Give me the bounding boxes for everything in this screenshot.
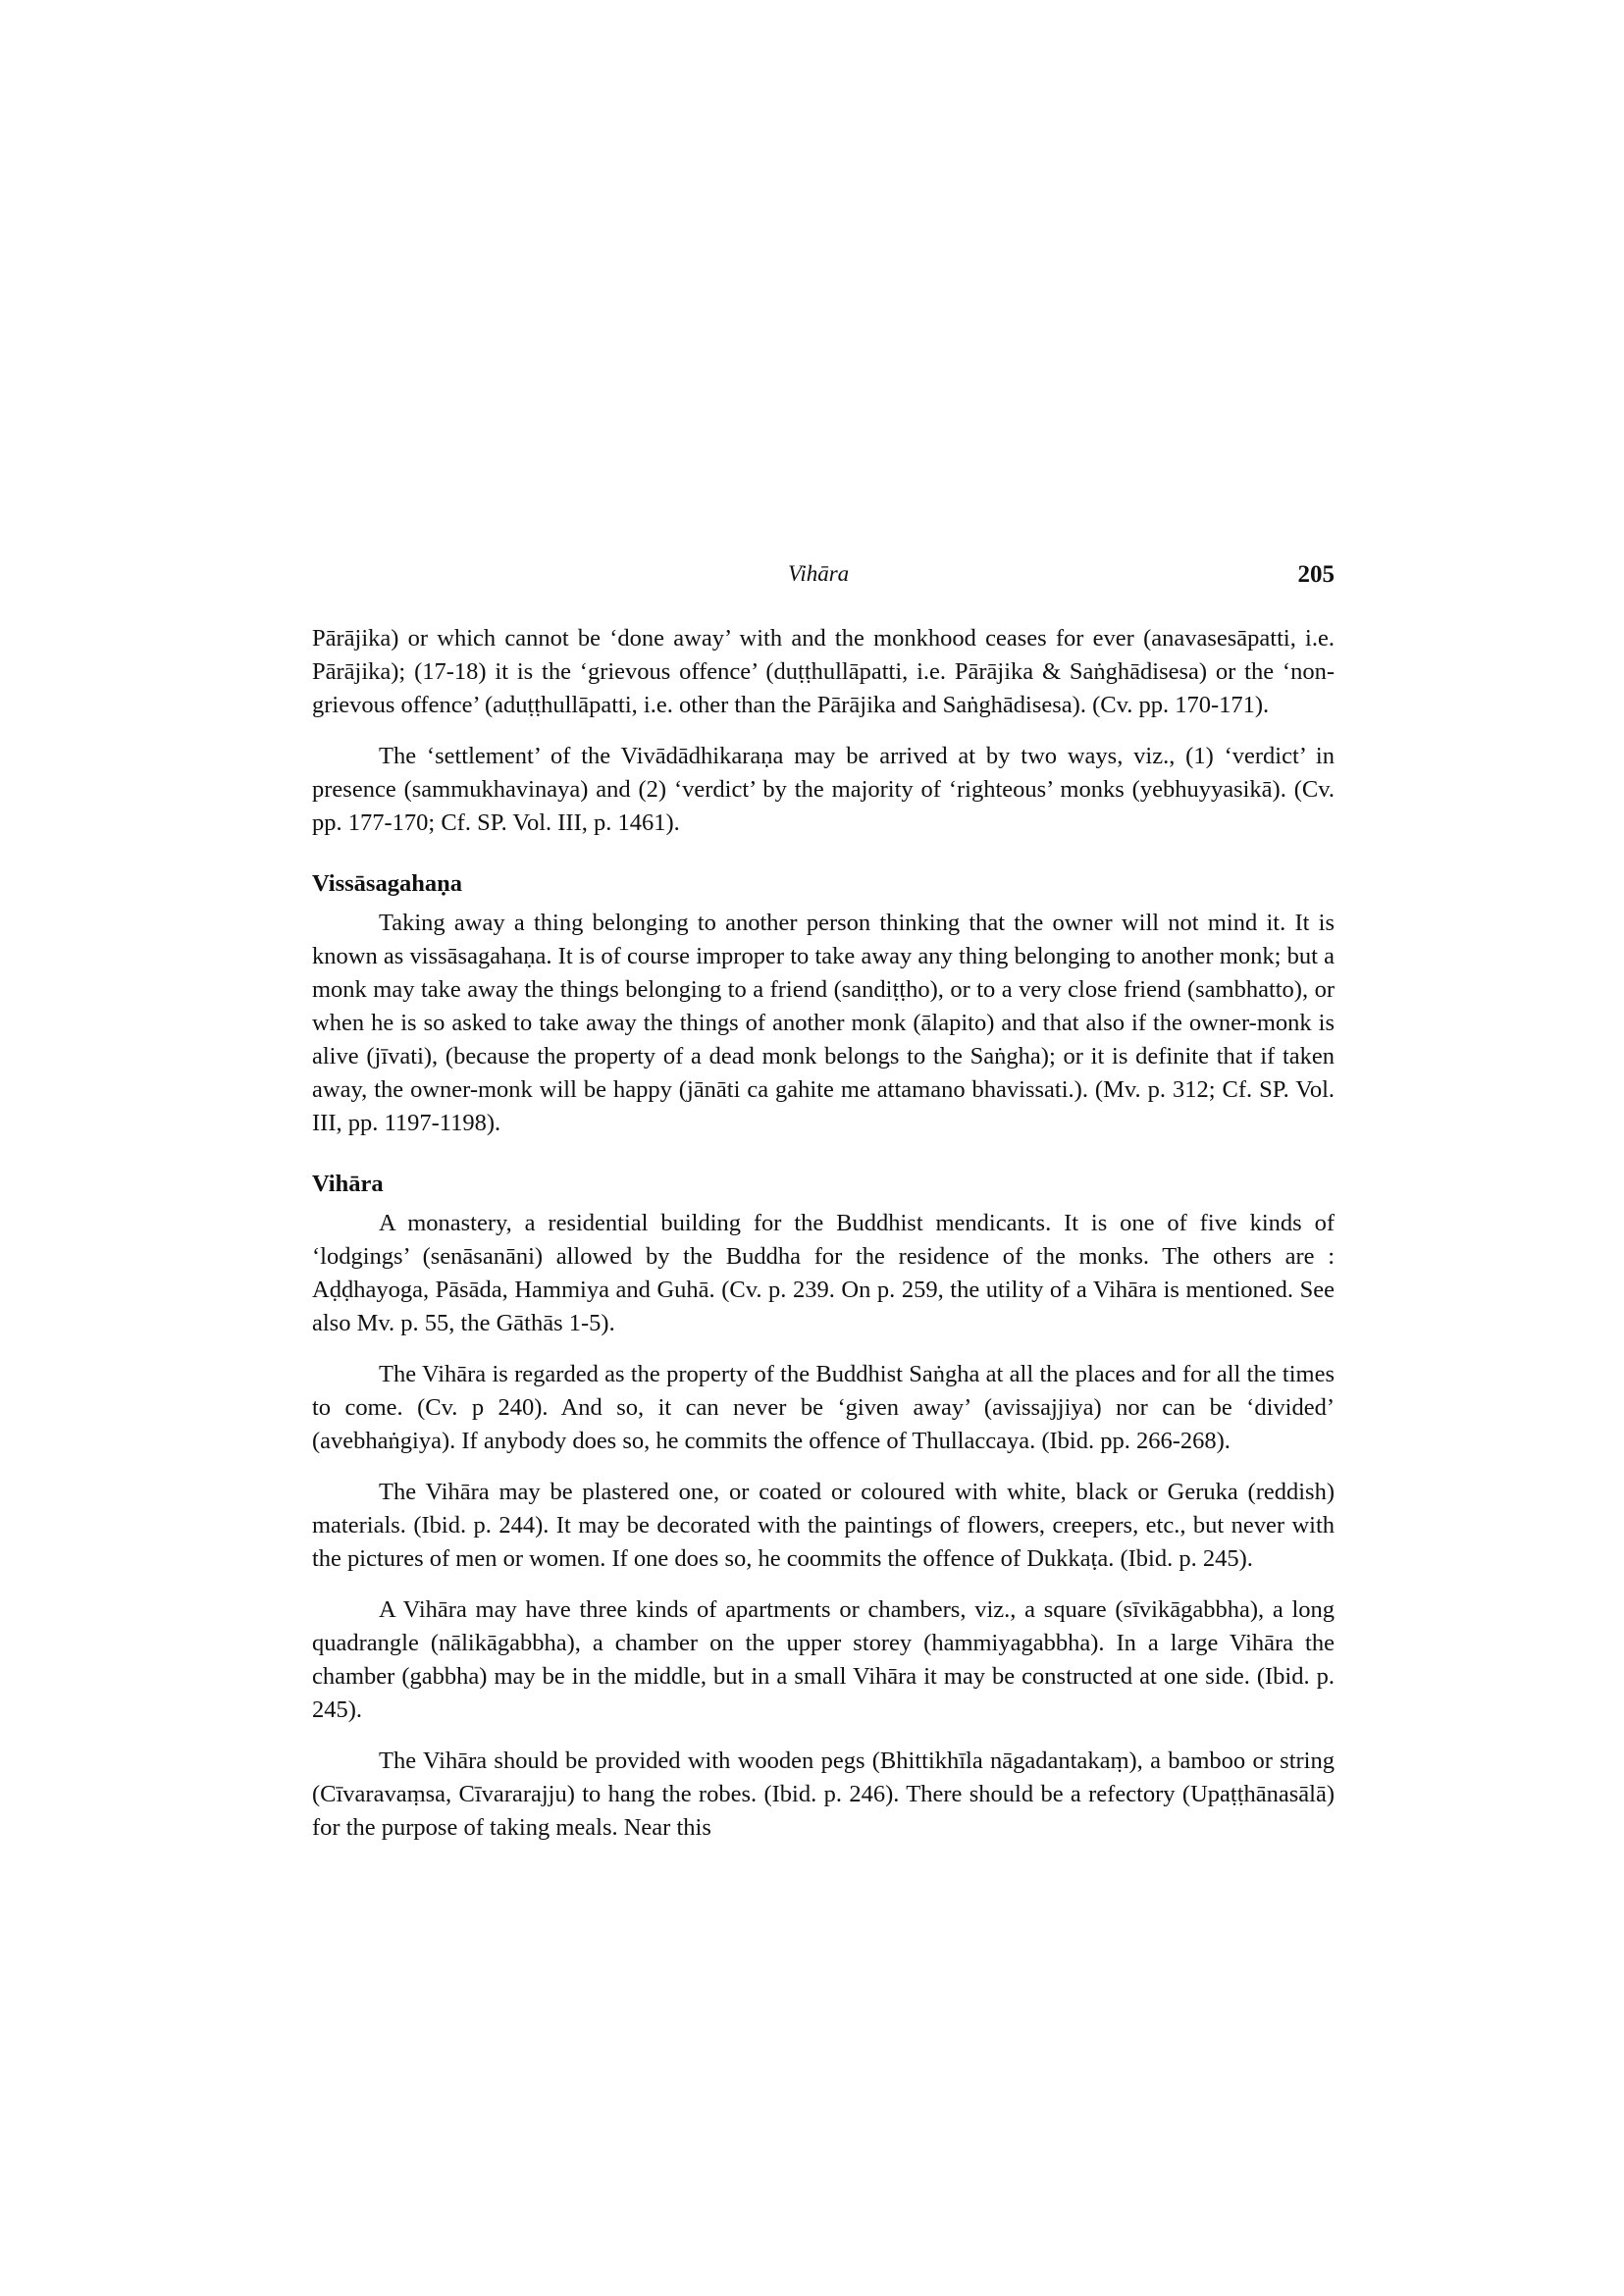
page-number: 205: [1297, 561, 1335, 588]
document-page: [312, 561, 1335, 1862]
paragraph-vihara-property: The Vihāra is regarded as the property of the Buddhist Saṅgha at all the places and for all the times to come. (Cv. p 240). And so, it can never be ‘given away’ (avissajjiya) nor can be ‘divided’ (avebhaṅgiya). If anybody does so, he commits the offence of Thullaccaya. (Ibid. pp. 266-268).: [312, 1361, 1335, 1454]
running-title: Vihāra: [788, 561, 850, 586]
paragraph-settlement: The ‘settlement’ of the Vivādādhikaraṇa may be arrived at by two ways, viz., (1) ‘verdict’ in presence (sammukhavinaya) and (2) ‘verdict’ by the majority of ‘righteous’ monks (yebhuyyasikā). (Cv. pp. 177-170; Cf. SP. Vol. III, p. 1461).: [312, 743, 1335, 836]
paragraph-vihara-decoration: The Vihāra may be plastered one, or coated or coloured with white, black or Geruka (reddish) materials. (Ibid. p. 244). It may be decorated with the paintings of flowers, creepers, etc., but never with the pictures of men or women. If one does so, he coommits the offence of Dukkaṭa. (Ibid. p. 245).: [312, 1479, 1335, 1572]
section-heading-vihara: Vihāra: [312, 1171, 384, 1197]
paragraph-continuation: Pārājika) or which cannot be ‘done away’ with and the monkhood ceases for ever (anavasesāpatti, i.e. Pārājika); (17-18) it is the ‘grievous offence’ (duṭṭhullāpatti, i.e. Pārājika & Saṅghādisesa) or the ‘non-grievous offence’ (aduṭṭhullāpatti, i.e. other than the Pārājika and Saṅghādisesa). (Cv. pp. 170-171).: [312, 625, 1335, 718]
paragraph-vihara-provisions: The Vihāra should be provided with wooden pegs (Bhittikhīla nāgadantakaṃ), a bamboo or string (Cīvaravaṃsa, Cīvararajju) to hang the robes. (Ibid. p. 246). There should be a refectory (Upaṭṭhānasālā) for the purpose of taking meals. Near this: [312, 1748, 1335, 1841]
paragraph-vihara-chambers: A Vihāra may have three kinds of apartments or chambers, viz., a square (sīvikāgabbha), a long quadrangle (nālikāgabbha), a chamber on the upper storey (hammiyagabbha). In a large Vihāra the chamber (gabbha) may be in the middle, but in a small Vihāra it may be constructed at one side. (Ibid. p. 245).: [312, 1596, 1335, 1723]
running-header: [312, 561, 1335, 600]
paragraph-vissasagahana: Taking away a thing belonging to another person thinking that the owner will not mind it. It is known as vissāsagahaṇa. It is of course improper to take away any thing belonging to another monk; but a monk may take away the things belonging to a friend (sandiṭṭho), or to a very close friend (sambhatto), or when he is so asked to take away the things of another monk (ālapito) and that also if the owner-monk is alive (jīvati), (because the property of a dead monk belongs to the Saṅgha); or it is definite that if taken away, the owner-monk will be happy (jānāti ca gahite me attamano bhavissati.). (Mv. p. 312; Cf. SP. Vol. III, pp. 1197-1198).: [312, 910, 1335, 1136]
paragraph-vihara-definition: A monastery, a residential building for the Buddhist mendicants. It is one of five kinds of ‘lodgings’ (senāsanāni) allowed by the Buddha for the residence of the monks. The others are : Aḍḍhayoga, Pāsāda, Hammiya and Guhā. (Cv. p. 239. On p. 259, the utility of a Vihāra is mentioned. See also Mv. p. 55, the Gāthās 1-5).: [312, 1210, 1335, 1336]
section-heading-vissasagahana: Vissāsagahaṇa: [312, 870, 462, 897]
